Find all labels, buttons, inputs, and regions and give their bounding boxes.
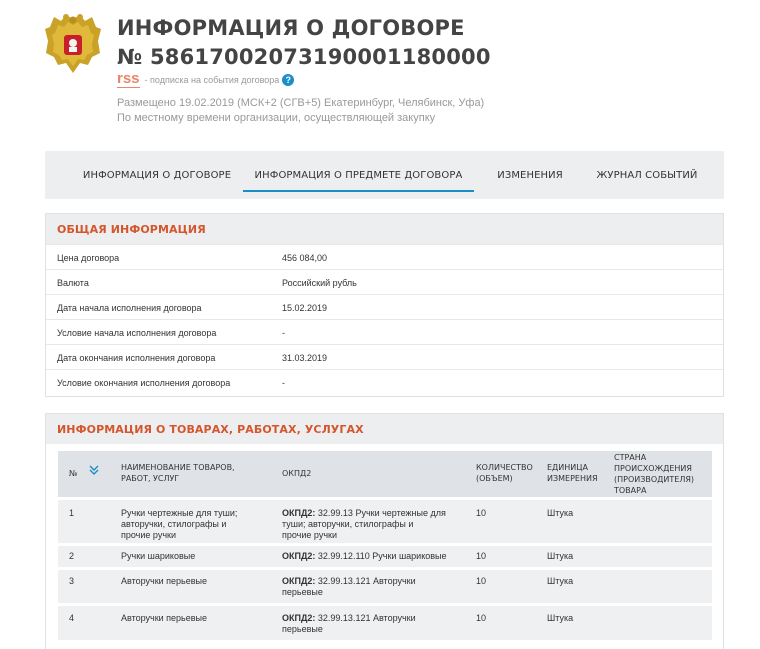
info-row-start-condition: [46, 319, 723, 344]
cell-name: Авторучки перьевые: [121, 613, 208, 623]
cell-num: 1: [69, 508, 75, 518]
info-label: Дата окончания исполнения договора: [57, 353, 216, 363]
cell-name: Ручки шариковые: [121, 551, 196, 561]
rss-description: - подписка на события договора: [144, 75, 280, 85]
table-row: [58, 606, 712, 640]
column-country: СТРАНА ПРОИСХОЖДЕНИЯ (ПРОИЗВОДИТЕЛЯ) ТОВАРА: [614, 453, 695, 495]
info-label: Условие начала исполнения договора: [57, 328, 217, 338]
cell-unit: Штука: [547, 576, 574, 586]
info-value: 456 084,00: [282, 253, 328, 263]
rss-link[interactable]: rss: [117, 70, 140, 87]
cell-unit: Штука: [547, 613, 574, 623]
cell-unit: Штука: [547, 551, 574, 561]
tab-contract-subject[interactable]: ИНФОРМАЦИЯ О ПРЕДМЕТЕ ДОГОВОРА: [243, 151, 474, 199]
cell-num: 2: [69, 551, 75, 561]
help-icon[interactable]: ?: [282, 74, 294, 86]
info-row-currency: [46, 269, 723, 294]
info-value: Российский рубль: [282, 278, 357, 288]
cell-okpd: ОКПД2: 32.99.13.121 Авторучки перьевые: [282, 613, 416, 634]
goods-table: [58, 451, 712, 640]
column-quantity: КОЛИЧЕСТВО (ОБЪЕМ): [476, 463, 533, 483]
tab-contract-info[interactable]: ИНФОРМАЦИЯ О ДОГОВОРЕ: [82, 169, 232, 181]
cell-okpd: ОКПД2: 32.99.13.121 Авторучки перьевые: [282, 576, 416, 597]
info-label: Цена договора: [57, 253, 120, 263]
coat-of-arms-icon: [44, 13, 102, 77]
cell-name: Ручки чертежные для туши; авторучки, стилографы и прочие ручки: [121, 508, 238, 540]
info-value: -: [282, 328, 285, 338]
cell-okpd: ОКПД2: 32.99.13 Ручки чертежные для туши; авторучки, стилографы и прочие ручки: [282, 508, 446, 540]
goods-panel: [45, 413, 724, 649]
column-num: №: [69, 469, 78, 478]
cell-unit: Штука: [547, 508, 574, 518]
tab-bar: [45, 151, 724, 199]
general-info-title: ОБЩАЯ ИНФОРМАЦИЯ: [46, 214, 723, 244]
table-header: [58, 451, 712, 497]
info-label: Условие окончания исполнения договора: [57, 378, 231, 388]
table-row: [58, 546, 712, 567]
page-title-line2: № 58617002073190001180000: [117, 45, 491, 69]
info-row-start-date: [46, 294, 723, 319]
tab-event-log[interactable]: ЖУРНАЛ СОБЫТИЙ: [596, 169, 698, 181]
cell-num: 3: [69, 576, 75, 586]
cell-name: Авторучки перьевые: [121, 576, 208, 586]
placement-info: [117, 96, 484, 126]
page-title-line1: ИНФОРМАЦИЯ О ДОГОВОРЕ: [117, 16, 465, 40]
cell-quantity: 10: [476, 508, 487, 518]
info-label: Дата начала исполнения договора: [57, 303, 202, 313]
placement-date: Размещено 19.02.2019 (МСК+2 (СГВ+5) Екатеринбург, Челябинск, Уфа): [117, 97, 485, 109]
info-value: 15.02.2019: [282, 303, 328, 313]
info-value: 31.03.2019: [282, 353, 328, 363]
sort-chevrons-icon[interactable]: [89, 463, 99, 477]
cell-num: 4: [69, 613, 75, 623]
rss-subscription: [117, 71, 294, 89]
column-okpd: ОКПД2: [282, 469, 312, 478]
general-info-panel: [45, 213, 724, 397]
tab-changes[interactable]: ИЗМЕНЕНИЯ: [497, 169, 563, 181]
column-unit: ЕДИНИЦА ИЗМЕРЕНИЯ: [547, 463, 598, 483]
cell-quantity: 10: [476, 613, 487, 623]
cell-quantity: 10: [476, 576, 487, 586]
info-value: -: [282, 378, 285, 388]
placement-timezone-note: По местному времени организации, осуществляющей закупку: [117, 112, 436, 124]
info-label: Валюта: [57, 278, 89, 288]
column-name: НАИМЕНОВАНИЕ ТОВАРОВ, РАБОТ, УСЛУГ: [121, 463, 235, 483]
cell-okpd: ОКПД2: 32.99.12.110 Ручки шариковые: [282, 551, 447, 561]
table-row: [58, 570, 712, 603]
info-row-price: [46, 244, 723, 269]
info-row-end-condition: [46, 369, 723, 394]
page-title: [117, 14, 491, 72]
table-row: [58, 500, 712, 543]
goods-title: ИНФОРМАЦИЯ О ТОВАРАХ, РАБОТАХ, УСЛУГАХ: [46, 414, 723, 444]
cell-quantity: 10: [476, 551, 487, 561]
info-row-end-date: [46, 344, 723, 369]
